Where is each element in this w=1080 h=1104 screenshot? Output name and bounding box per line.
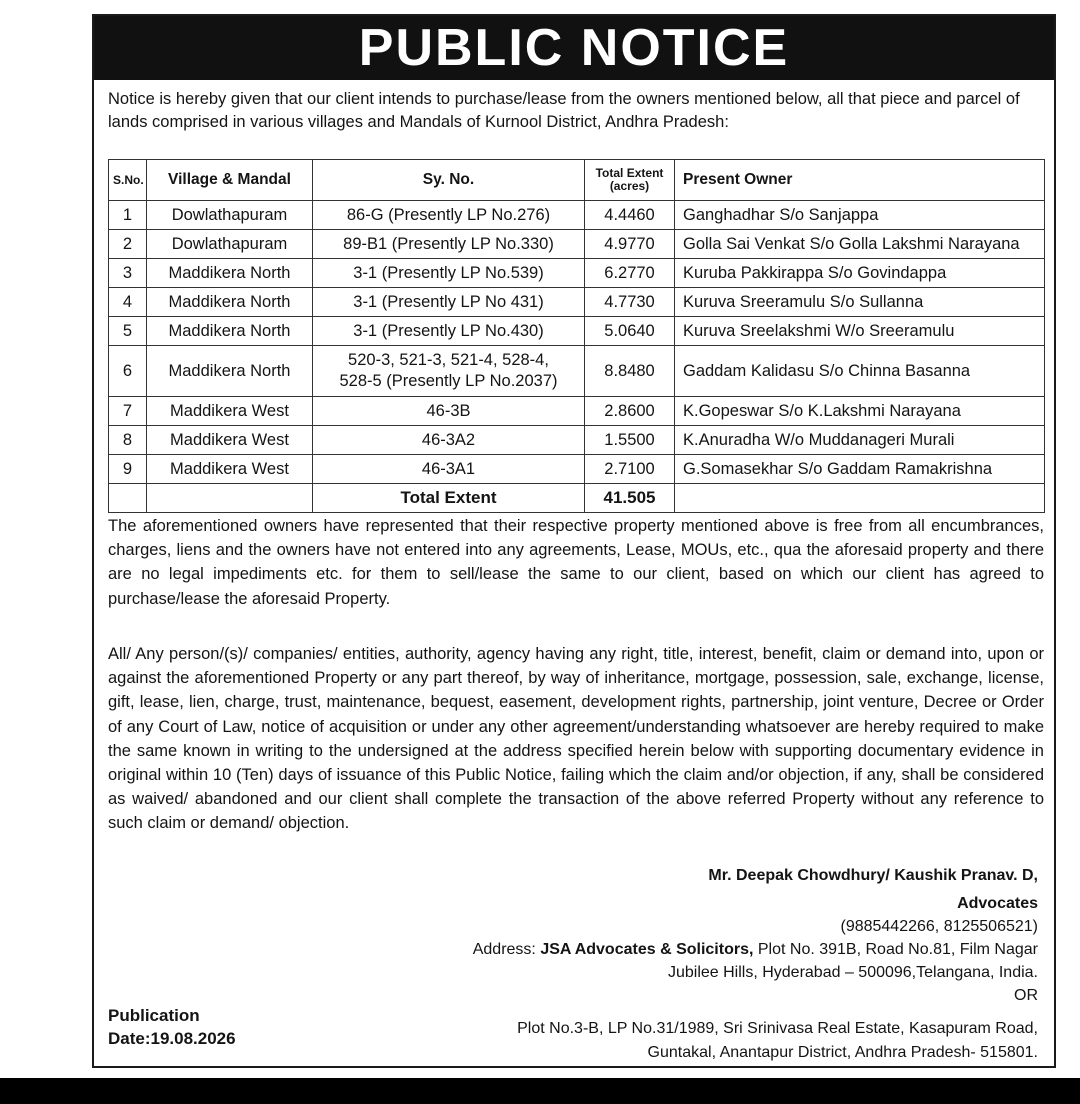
table-row: [109, 317, 1045, 346]
cell-syno: 3-1 (Presently LP No.430): [313, 317, 585, 346]
publication-date: Date:19.08.2026: [108, 1029, 236, 1048]
cell-extent: 4.4460: [585, 201, 675, 230]
alt-address-line-1: Plot No.3-B, LP No.31/1989, Sri Srinivasa Real Estate, Kasapuram Road,: [517, 1020, 1038, 1037]
cell-syno-line1: 520-3, 521-3, 521-4, 528-4,: [348, 351, 549, 369]
advocate-phones: (9885442266, 8125506521): [840, 918, 1038, 935]
representation-paragraph: The aforementioned owners have represented that their respective property mentioned above is free from all encumbrances, charges, liens and the owners have not entered into any agreements, Lease, MOUs, etc., qua the aforesaid property and there are no legal impediments etc. for them to sell/lease the same to our client, based on which our client has agreed to purchase/lease the aforesaid Property.: [108, 517, 1044, 608]
cell-village: Maddikera West: [147, 455, 313, 484]
table-row: [109, 426, 1045, 455]
cell-owner: Kuruva Sreeramulu S/o Sullanna: [675, 288, 1045, 317]
table-row: [109, 455, 1045, 484]
cell-sno: 6: [109, 346, 147, 397]
cell-owner: Gaddam Kalidasu S/o Chinna Basanna: [675, 346, 1045, 397]
cell-village: Maddikera North: [147, 288, 313, 317]
cell-owner: K.Gopeswar S/o K.Lakshmi Narayana: [675, 397, 1045, 426]
header-extent-line2: (acres): [609, 179, 650, 193]
total-empty-cell: [147, 484, 313, 513]
publication-block: [108, 1004, 236, 1050]
cell-syno: 86-G (Presently LP No.276): [313, 201, 585, 230]
cell-syno: [313, 346, 585, 397]
cell-extent: 8.8480: [585, 346, 675, 397]
cell-owner: Golla Sai Venkat S/o Golla Lakshmi Narayana: [675, 230, 1045, 259]
cell-syno-line2: 528-5 (Presently LP No.2037): [339, 372, 558, 390]
cell-syno: 46-3A1: [313, 455, 585, 484]
address-label: Address:: [472, 941, 541, 958]
alt-address-line-2: Guntakal, Anantapur District, Andhra Pradesh- 515801.: [647, 1044, 1038, 1061]
cell-village: Dowlathapuram: [147, 201, 313, 230]
cell-syno: 3-1 (Presently LP No 431): [313, 288, 585, 317]
table-header-row: [109, 160, 1045, 201]
cell-owner: K.Anuradha W/o Muddanageri Murali: [675, 426, 1045, 455]
claims-paragraph: All/ Any person/(s)/ companies/ entities, authority, agency having any right, title, interest, benefit, claim or demand into, upon or against the aforementioned Property or any part thereof, by way of inheritance, mortgage, possession, sale, exchange, license, gift, lease, lien, charge, trust, maintenance, bequest, easement, development rights, partnership, joint venture, Decree or Order of any Court of Law, notice of acquisition or under any other agreement/understanding whatsoever are hereby required to make the same known in writing to the undersigned at the address specified herein below with supporting documentary evidence in original within 10 (Ten) days of issuance of this Public Notice, failing which the claim and/or objection, if any, shall be considered as waived/ abandoned and our client shall complete the transaction of the above referred Property without any reference to such claim or demand/ objection.: [108, 645, 1044, 833]
firm-name: JSA Advocates & Solicitors,: [540, 941, 754, 958]
cell-extent: 4.9770: [585, 230, 675, 259]
public-notice: [92, 14, 1056, 1068]
advocate-role: Advocates: [957, 895, 1038, 912]
cell-syno: 3-1 (Presently LP No.539): [313, 259, 585, 288]
cell-sno: 7: [109, 397, 147, 426]
total-row: [109, 484, 1045, 513]
cell-extent: 2.8600: [585, 397, 675, 426]
header-owner: Present Owner: [675, 160, 1045, 201]
total-value: 41.505: [585, 484, 675, 513]
cell-sno: 5: [109, 317, 147, 346]
cell-extent: 1.5500: [585, 426, 675, 455]
table-row: [109, 346, 1045, 397]
cell-village: Maddikera North: [147, 259, 313, 288]
table-row: [109, 397, 1045, 426]
cell-extent: 4.7730: [585, 288, 675, 317]
header-extent: [585, 160, 675, 201]
land-table: [108, 159, 1045, 513]
header-syno: Sy. No.: [313, 160, 585, 201]
bottom-black-bar: [0, 1078, 1080, 1104]
cell-sno: 8: [109, 426, 147, 455]
cell-sno: 4: [109, 288, 147, 317]
cell-sno: 9: [109, 455, 147, 484]
table-row: [109, 288, 1045, 317]
cell-village: Dowlathapuram: [147, 230, 313, 259]
address-line-2: Jubilee Hills, Hyderabad – 500096,Telangana, India.: [667, 964, 1038, 981]
address-line-1: [473, 938, 1038, 961]
advocate-names: Mr. Deepak Chowdhury/ Kaushik Pranav. D,: [708, 867, 1038, 884]
table-row: [109, 201, 1045, 230]
or-separator: OR: [1014, 987, 1038, 1004]
cell-sno: 2: [109, 230, 147, 259]
cell-syno: 46-3B: [313, 397, 585, 426]
cell-extent: 5.0640: [585, 317, 675, 346]
header-extent-line1: Total Extent: [595, 166, 664, 180]
table-row: [109, 230, 1045, 259]
address-line-1-rest: Plot No. 391B, Road No.81, Film Nagar: [753, 941, 1038, 958]
total-label: Total Extent: [313, 484, 585, 513]
cell-extent: 2.7100: [585, 455, 675, 484]
total-empty-cell: [109, 484, 147, 513]
cell-village: Maddikera West: [147, 397, 313, 426]
header-sno: S.No.: [109, 160, 147, 201]
cell-village: Maddikera North: [147, 317, 313, 346]
publication-label: Publication: [108, 1006, 200, 1025]
cell-sno: 1: [109, 201, 147, 230]
cell-syno: 89-B1 (Presently LP No.330): [313, 230, 585, 259]
table-row: [109, 259, 1045, 288]
cell-owner: Ganghadhar S/o Sanjappa: [675, 201, 1045, 230]
cell-owner: G.Somasekhar S/o Gaddam Ramakrishna: [675, 455, 1045, 484]
cell-extent: 6.2770: [585, 259, 675, 288]
cell-village: Maddikera North: [147, 346, 313, 397]
cell-owner: Kuruva Sreelakshmi W/o Sreeramulu: [675, 317, 1045, 346]
notice-title: PUBLIC NOTICE: [358, 19, 790, 77]
total-empty-cell: [675, 484, 1045, 513]
cell-syno: 46-3A2: [313, 426, 585, 455]
intro-text: Notice is hereby given that our client intends to purchase/lease from the owners mentioned below, all that piece and parcel of lands comprised in various villages and Mandals of Kurnool District, Andhra Pradesh:: [108, 90, 1020, 131]
header-village: Village & Mandal: [147, 160, 313, 201]
cell-village: Maddikera West: [147, 426, 313, 455]
cell-owner: Kuruba Pakkirappa S/o Govindappa: [675, 259, 1045, 288]
cell-sno: 3: [109, 259, 147, 288]
